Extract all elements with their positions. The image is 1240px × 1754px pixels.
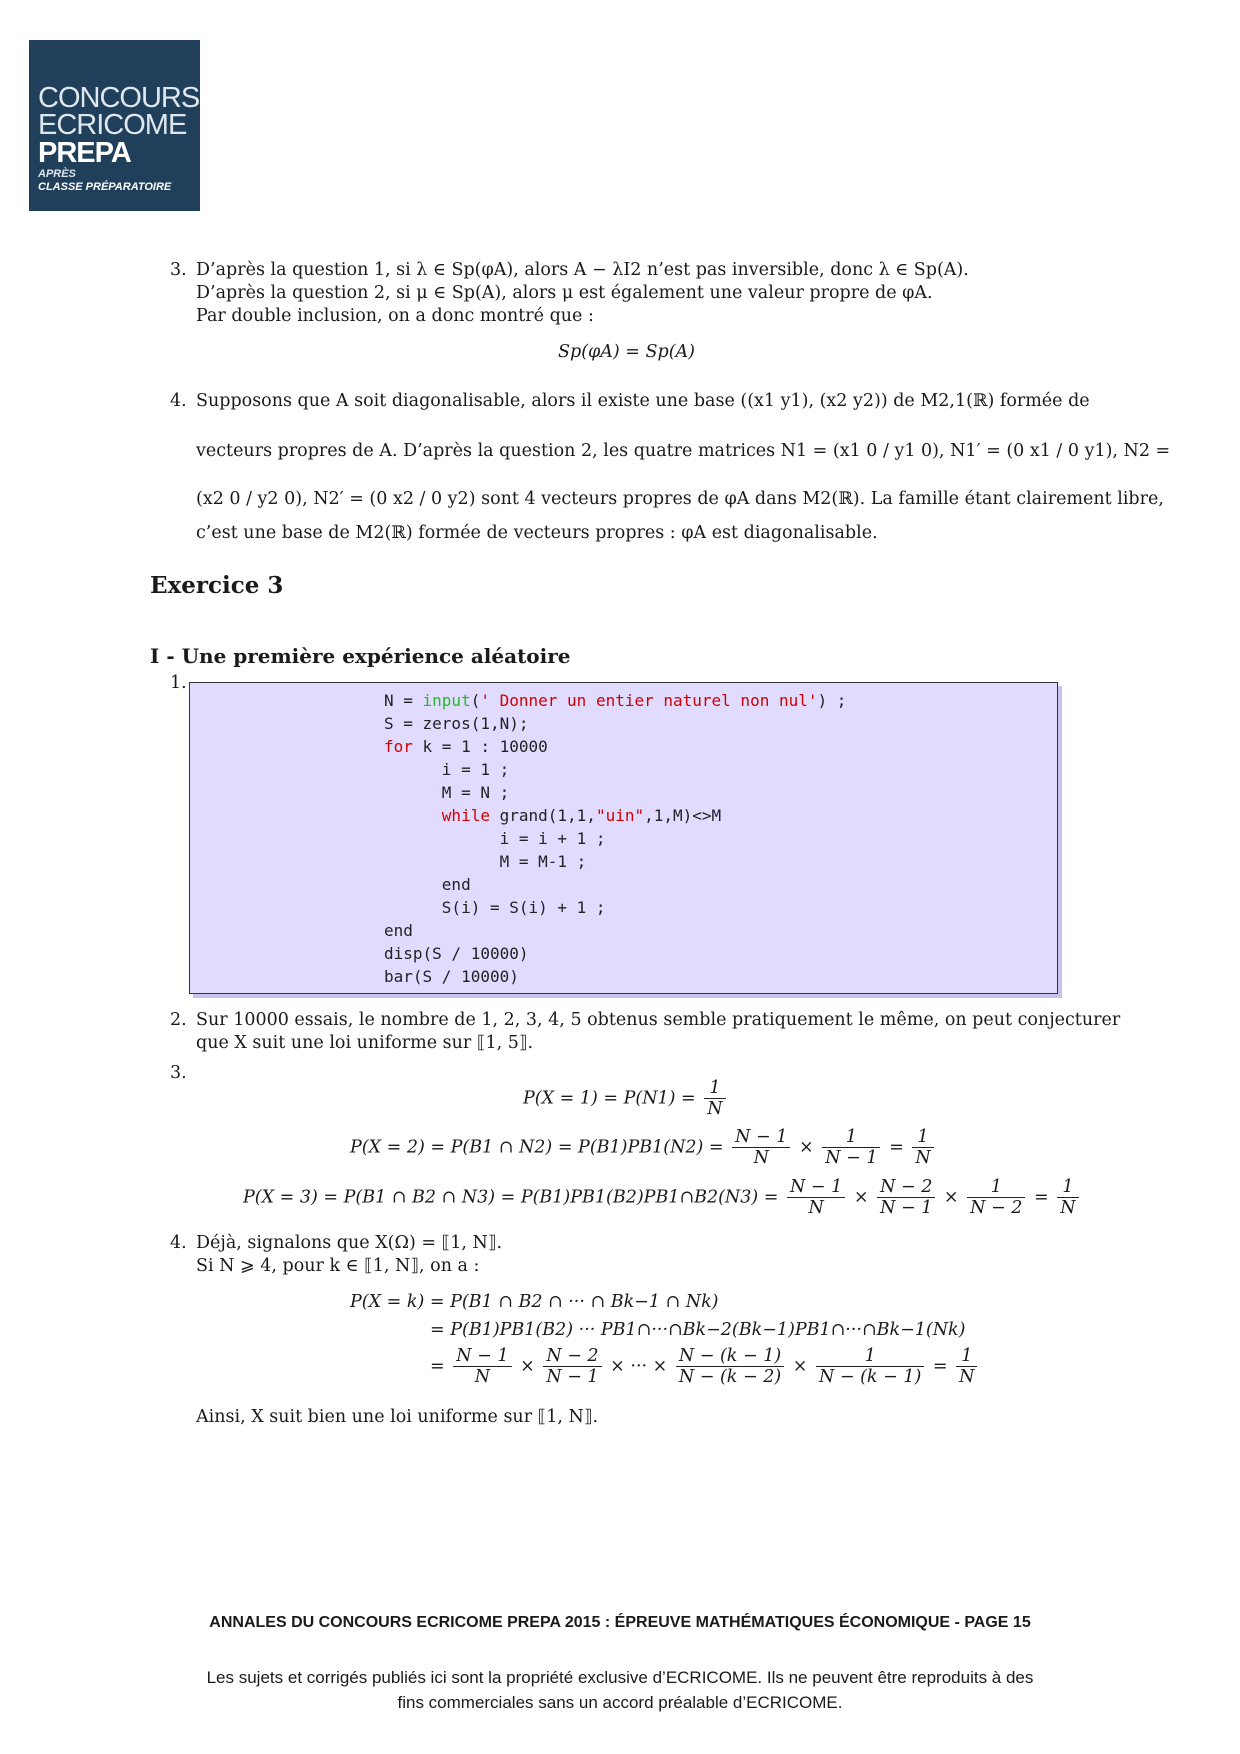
- q4-number: 4.: [170, 391, 187, 411]
- item2-line1: Sur 10000 essais, le nombre de 1, 2, 3, 4, 5 obtenus semble pratiquement le même, on peut conjecturer: [196, 1010, 1121, 1030]
- code-line: N = input(' Donner un entier naturel non nul') ;: [384, 691, 847, 710]
- logo-line-classe: CLASSE PRÉPARATOIRE: [38, 181, 172, 193]
- footer-line2: fins commerciales sans un accord préalable d’ECRICOME.: [397, 1693, 843, 1712]
- code-line: M = M-1 ;: [384, 852, 587, 871]
- item3-eq1: P(X = 1) = P(N1) = $\frac{1}{N}$: [523, 1078, 729, 1119]
- item4-number: 4.: [170, 1233, 187, 1253]
- footer-title: ANNALES DU CONCOURS ECRICOME PREPA 2015 : ÉPREUVE MATHÉMATIQUES ÉCONOMIQUE - PAGE 15: [209, 1614, 1031, 1631]
- item3-eq3: P(X = 3) = P(B1 ∩ B2 ∩ N3) = P(B1)PB1(B2)PB1∩B2(N3) = $\frac{N - 1}{N}$ × $\frac{N - 2}{N - 1}$ × $\frac{1}{N - 2}$ = $\frac{1}{N}$: [243, 1177, 1082, 1218]
- item4-eq3: = $\frac{N - 1}{N}$ × $\frac{N - 2}{N - 1}$ × ··· × $\frac{N - (k - 1)}{N - (k - 2)}$ × $\frac{1}{N - (k - 1)}$ = $\frac{1}{N}$: [430, 1346, 980, 1387]
- item4-eq2: = P(B1)PB1(B2) ··· PB1∩···∩Bk−2(Bk−1)PB1∩···∩Bk−1(Nk): [430, 1320, 966, 1340]
- code-line: bar(S / 10000): [384, 967, 519, 986]
- code-line: i = i + 1 ;: [384, 829, 606, 848]
- logo-line-apres: APRÈS: [38, 168, 76, 180]
- q4-line3: (x2 0 / y2 0), N2′ = (0 x2 / 0 y2) sont 4 vecteurs propres de φA dans M2(ℝ). La famille étant clairement libre,: [196, 489, 1164, 509]
- item4-line1: Déjà, signalons que X(Ω) = ⟦1, N⟧.: [196, 1233, 503, 1253]
- q3-number: 3.: [170, 260, 187, 280]
- item2-line2: que X suit une loi uniforme sur ⟦1, 5⟧.: [196, 1033, 534, 1053]
- logo-line-ecricome: ECRICOME: [38, 109, 187, 141]
- q3-line1: D’après la question 1, si λ ∈ Sp(φA), alors A − λI2 n’est pas inversible, donc λ ∈ Sp(A).: [196, 260, 969, 280]
- code-line: disp(S / 10000): [384, 944, 529, 963]
- item3-eq2: P(X = 2) = P(B1 ∩ N2) = P(B1)PB1(N2) = $\frac{N - 1}{N}$ × $\frac{1}{N - 1}$ = $\frac{1}{N}$: [350, 1127, 937, 1168]
- code-line: S = zeros(1,N);: [384, 714, 529, 733]
- code-line: while grand(1,1,"uin",1,M)<>M: [384, 806, 722, 825]
- item4-line2: Si N ⩾ 4, pour k ∈ ⟦1, N⟧, on a :: [196, 1256, 480, 1276]
- q3-line2: D’après la question 2, si μ ∈ Sp(A), alors μ est également une valeur propre de φA.: [196, 283, 933, 303]
- code-line: end: [384, 921, 413, 940]
- item4-conclusion: Ainsi, X suit bien une loi uniforme sur ⟦1, N⟧.: [196, 1407, 599, 1427]
- footer-line1: Les sujets et corrigés publiés ici sont la propriété exclusive d’ECRICOME. Ils ne peuvent être reproduits à des: [206, 1668, 1034, 1687]
- q4-line2: vecteurs propres de A. D’après la question 2, les quatre matrices N1 = (x1 0 / y1 0), N1′ = (0 x1 / 0 y1), N2 =: [196, 441, 1171, 461]
- scilab-code-block: [189, 682, 1058, 994]
- logo-line-prepa: PREPA: [38, 137, 131, 169]
- code-line: for k = 1 : 10000: [384, 737, 548, 756]
- logo-line-concours: CONCOURS: [38, 82, 200, 114]
- q3-line3: Par double inclusion, on a donc montré que :: [196, 306, 594, 326]
- item1-number: 1.: [170, 673, 187, 693]
- ecricome-logo: [29, 40, 200, 211]
- item2-number: 2.: [170, 1010, 187, 1030]
- code-line: end: [384, 875, 471, 894]
- section-title: I - Une première expérience aléatoire: [150, 644, 571, 668]
- q4-line1: Supposons que A soit diagonalisable, alors il existe une base ((x1 y1), (x2 y2)) de M2,1(ℝ) formée de: [196, 391, 1090, 411]
- item4-eq1: P(X = k) = P(B1 ∩ B2 ∩ ··· ∩ Bk−1 ∩ Nk): [350, 1292, 719, 1312]
- code-line: S(i) = S(i) + 1 ;: [384, 898, 606, 917]
- q3-formula: Sp(φA) = Sp(A): [558, 342, 696, 362]
- code-line: M = N ;: [384, 783, 510, 802]
- q4-line4: c’est une base de M2(ℝ) formée de vecteurs propres : φA est diagonalisable.: [196, 523, 878, 543]
- footer-copyright: [0, 1665, 1240, 1715]
- item3-number: 3.: [170, 1063, 187, 1083]
- code-line: i = 1 ;: [384, 760, 510, 779]
- exercise-title: Exercice 3: [150, 572, 284, 599]
